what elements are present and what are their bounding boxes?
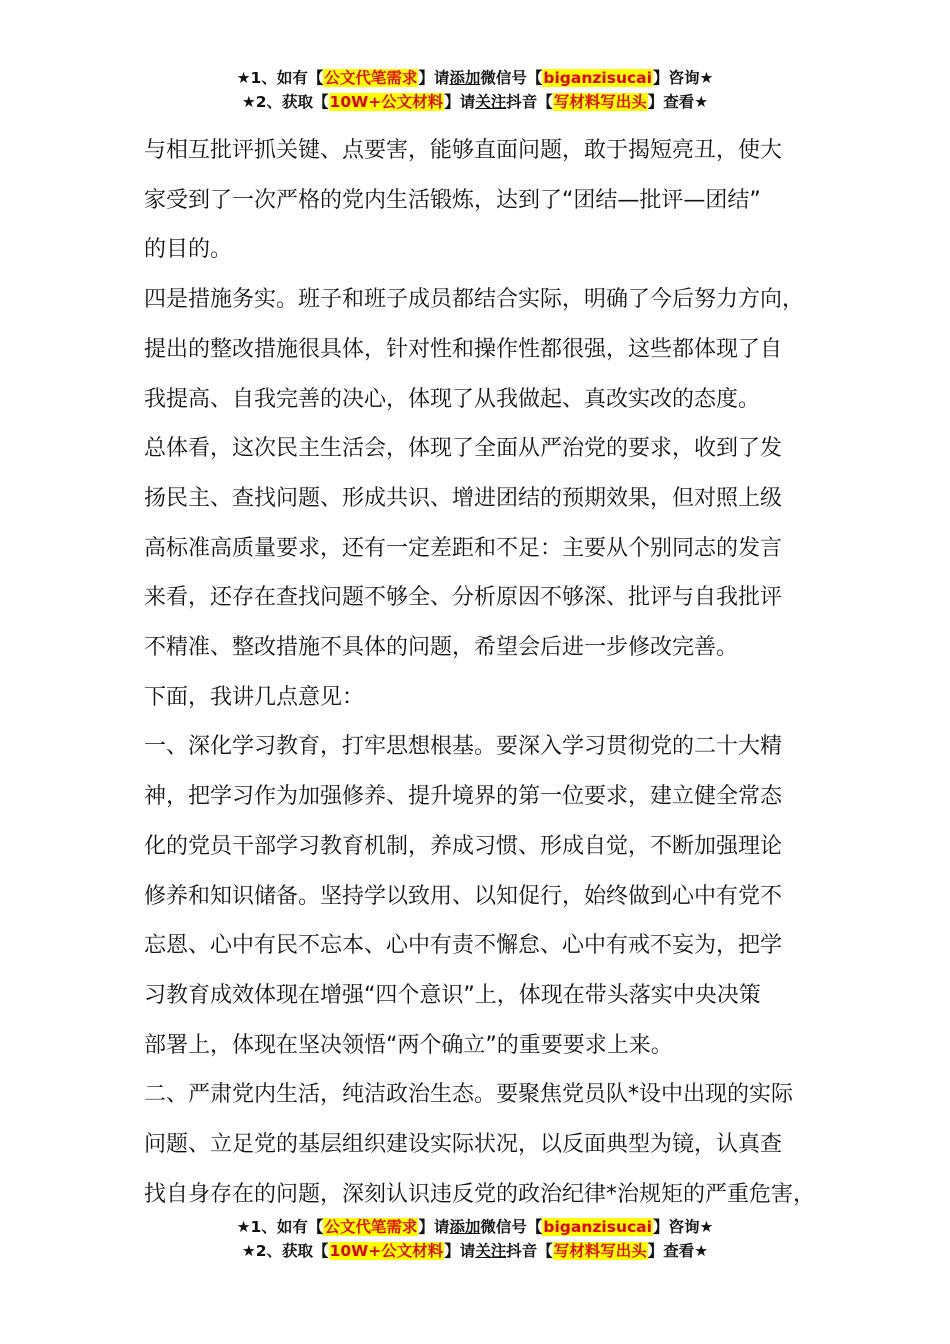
body-line: 总体看，这次民主生活会，体现了全面从严治党的要求，收到了发 <box>144 436 783 462</box>
body-line: 神，把学习作为加强修养、提升境界的第一位要求，建立健全常态 <box>144 784 783 810</box>
douyin-id-highlight: 写材料写出头 <box>553 93 647 111</box>
body-line: 四是措施务实。班子和班子成员都结合实际，明确了今后努力方向， <box>144 287 805 313</box>
body-line: 找自身存在的问题，深刻认识违反党的政治纪律*治规矩的严重危害， <box>144 1181 816 1207</box>
document-body <box>144 126 844 1219</box>
star-icon: ★ <box>241 93 256 111</box>
promo-highlight: 公文代笔需求 <box>324 1218 418 1236</box>
body-line: 下面，我讲几点意见： <box>144 684 365 710</box>
promo-line-2: ★2、获取【10W+公文材料】请关注抖音【写材料写出头】查看★ <box>241 93 709 111</box>
promo-underline: 添加 <box>449 1218 481 1236</box>
body-line: 部署上，体现在坚决领悟“两个确立”的重要要求上来。 <box>144 1032 673 1058</box>
wechat-id-highlight: biganzisucai <box>543 69 652 87</box>
body-line: 问题、立足党的基层组织建设实际状况，以反面典型为镜，认真查 <box>144 1132 783 1158</box>
body-line: 与相互批评抓关键、点要害，能够直面问题，敢于揭短亮丑，使大 <box>144 138 783 163</box>
body-line: 忘恩、心中有民不忘本、心中有责不懈怠、心中有戒不妄为，把学 <box>144 933 783 959</box>
promo-line-1: ★1、如有【公文代笔需求】请添加微信号【biganzisucai】咨询★ <box>236 1218 714 1236</box>
body-line: 一、深化学习教育，打牢思想根基。要深入学习贯彻党的二十大精 <box>144 734 783 760</box>
promo-highlight: 10W+公文材料 <box>329 1242 444 1260</box>
body-line: 扬民主、查找问题、形成共识、增进团结的预期效果，但对照上级 <box>144 485 783 511</box>
promo-underline: 关注 <box>475 93 507 111</box>
body-line: 的目的。 <box>144 237 233 263</box>
star-icon: ★ <box>236 1218 251 1236</box>
promo-line-2: ★2、获取【10W+公文材料】请关注抖音【写材料写出头】查看★ <box>241 1242 709 1260</box>
body-line: 来看，还存在查找问题不够全、分析原因不够深、批评与自我批评 <box>144 585 783 611</box>
body-line: 我提高、自我完善的决心，体现了从我做起、真改实改的态度。 <box>144 386 761 412</box>
header-promo <box>0 66 950 114</box>
promo-underline: 关注 <box>475 1242 507 1260</box>
wechat-id-highlight: biganzisucai <box>543 1218 652 1236</box>
douyin-id-highlight: 写材料写出头 <box>553 1242 647 1260</box>
star-icon: ★ <box>241 1242 256 1260</box>
body-line: 二、严肃党内生活，纯洁政治生态。要聚焦党员队*设中出现的实际 <box>144 1082 794 1108</box>
body-line: 高标准高质量要求，还有一定差距和不足：主要从个别同志的发言 <box>144 535 783 561</box>
body-line: 家受到了一次严格的党内生活锻炼，达到了“团结—批评—团结” <box>144 187 761 213</box>
promo-highlight: 10W+公文材料 <box>329 93 444 111</box>
body-line: 提出的整改措施很具体，针对性和操作性都很强，这些都体现了自 <box>144 336 783 362</box>
promo-highlight: 公文代笔需求 <box>324 69 418 87</box>
footer-promo <box>0 1215 950 1263</box>
star-icon: ★ <box>236 69 251 87</box>
promo-line-1: ★1、如有【公文代笔需求】请添加微信号【biganzisucai】咨询★ <box>236 69 714 87</box>
body-line: 化的党员干部学习教育机制，养成习惯、形成自觉，不断加强理论 <box>144 833 783 859</box>
body-line: 习教育成效体现在增强“四个意识”上，体现在带头落实中央决策 <box>144 982 761 1008</box>
body-line: 修养和知识储备。坚持学以致用、以知促行，始终做到心中有党不 <box>144 883 783 909</box>
promo-underline: 添加 <box>449 69 481 87</box>
body-line: 不精准、整改措施不具体的问题，希望会后进一步修改完善。 <box>144 635 739 661</box>
